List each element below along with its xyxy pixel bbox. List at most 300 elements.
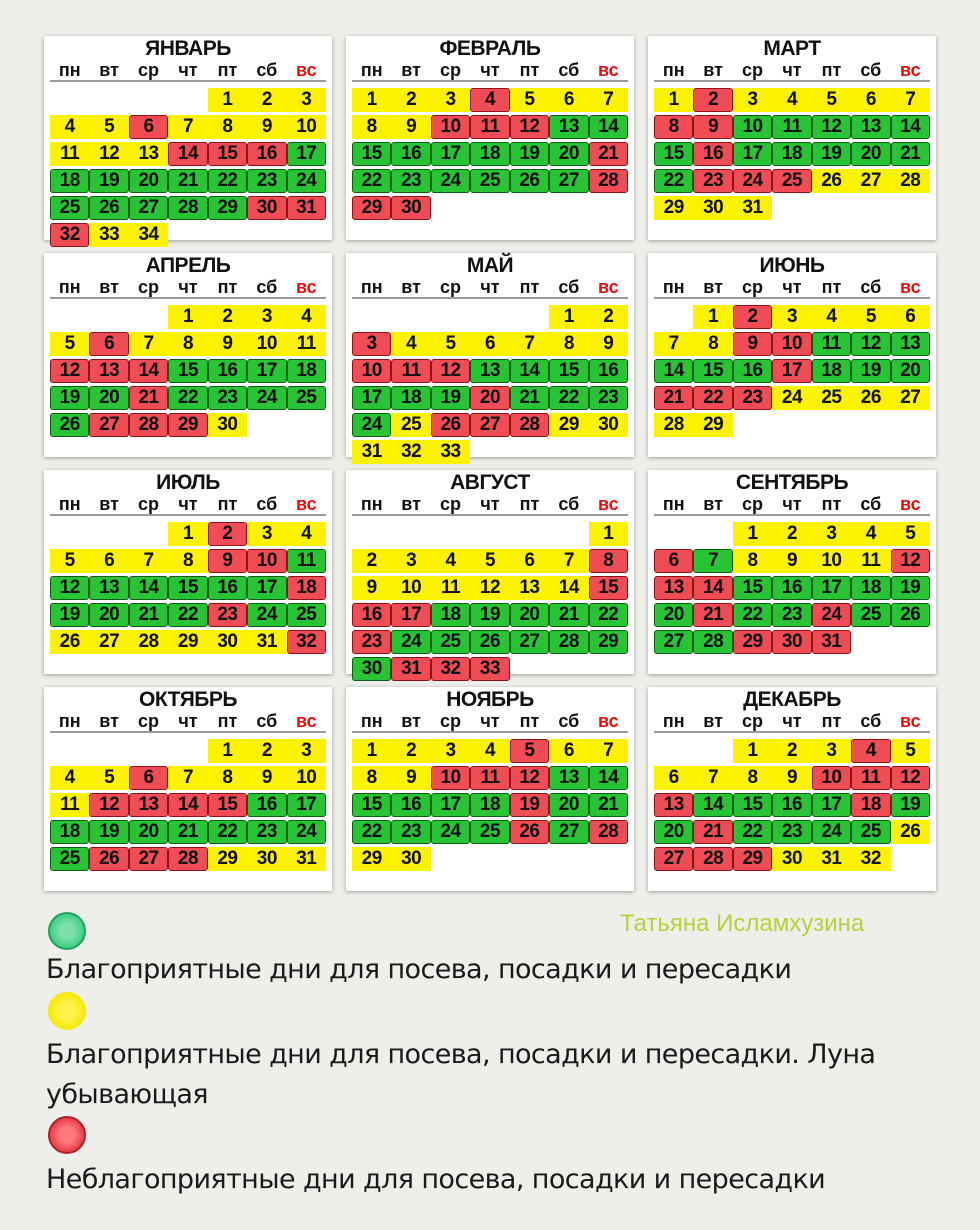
day-cell: 13: [891, 332, 930, 356]
day-cell: 3: [812, 522, 851, 546]
day-cell: 30: [772, 847, 811, 871]
weekday-label: чт: [782, 277, 802, 297]
day-cell: 26: [89, 196, 128, 220]
weekday-label: пн: [58, 60, 81, 80]
weekday-label: вт: [703, 60, 723, 80]
weekday-label: ср: [138, 494, 160, 514]
day-cell: 19: [50, 386, 89, 410]
day-cell: 20: [891, 359, 930, 383]
day-cell: 28: [549, 630, 588, 654]
weekday-label: чт: [480, 277, 500, 297]
day-cell: 15: [352, 142, 391, 166]
day-cell: 3: [431, 739, 470, 763]
day-cell: 25: [470, 820, 509, 844]
day-cell: 28: [891, 169, 930, 193]
day-cell: 12: [510, 766, 549, 790]
day-cell: 9: [391, 766, 430, 790]
red-circle-icon: [48, 1116, 86, 1154]
weekday-label: пн: [360, 494, 383, 514]
day-cell: 6: [549, 88, 588, 112]
day-cell: 25: [50, 196, 89, 220]
day-cell: 16: [208, 576, 247, 600]
weekday-label: пт: [519, 711, 540, 731]
calendar-grid: [44, 36, 936, 891]
days-grid: [50, 88, 326, 247]
day-cell: 12: [50, 359, 89, 383]
day-cell: 24: [391, 630, 430, 654]
weekday-label: пт: [519, 494, 540, 514]
day-cell: 9: [391, 115, 430, 139]
day-cell: 11: [851, 766, 890, 790]
day-cell: 1: [352, 88, 391, 112]
day-cell: 16: [772, 793, 811, 817]
month-calendar: [648, 253, 936, 457]
day-cell: 16: [693, 142, 732, 166]
day-cell: 32: [431, 657, 470, 681]
day-cell: 31: [247, 630, 286, 654]
day-cell: 13: [470, 359, 509, 383]
day-cell: 2: [208, 305, 247, 329]
day-cell: 10: [431, 766, 470, 790]
day-cell: 10: [391, 576, 430, 600]
weekday-label: вс: [597, 277, 619, 297]
day-cell: 4: [50, 115, 89, 139]
day-cell: 27: [129, 196, 168, 220]
day-cell: 19: [812, 142, 851, 166]
day-cell: 13: [654, 576, 693, 600]
day-cell: 20: [470, 386, 509, 410]
day-cell: 30: [391, 196, 430, 220]
day-cell: 23: [247, 820, 286, 844]
day-cell: 20: [654, 820, 693, 844]
weekday-label: вт: [401, 494, 421, 514]
day-cell: 17: [733, 142, 772, 166]
day-cell: 2: [247, 739, 286, 763]
day-cell: 16: [772, 576, 811, 600]
day-cell: 4: [470, 739, 509, 763]
weekday-label: ср: [440, 277, 462, 297]
day-cell: 6: [89, 549, 128, 573]
day-cell: 18: [391, 386, 430, 410]
day-cell: 17: [247, 576, 286, 600]
day-cell: 33: [431, 440, 470, 464]
day-cell: 30: [352, 657, 391, 681]
day-cell: 26: [812, 169, 851, 193]
day-cell: 2: [733, 305, 772, 329]
day-cell: 29: [352, 847, 391, 871]
month-title: МАРТ: [763, 37, 821, 60]
weekday-label: вт: [99, 494, 119, 514]
day-cell: 9: [733, 332, 772, 356]
days-grid: [654, 739, 930, 871]
day-cell: 3: [431, 88, 470, 112]
weekday-header: [654, 60, 930, 82]
weekday-label: вс: [899, 711, 921, 731]
day-cell: 10: [287, 766, 326, 790]
day-cell: 29: [733, 847, 772, 871]
day-cell: 8: [733, 549, 772, 573]
day-cell: 15: [168, 576, 207, 600]
month-title: ФЕВРАЛЬ: [439, 37, 541, 60]
day-cell: 13: [89, 576, 128, 600]
day-cell: 6: [851, 88, 890, 112]
day-cell: 16: [589, 359, 628, 383]
day-cell: 6: [510, 549, 549, 573]
day-cell: 27: [89, 630, 128, 654]
day-cell: 11: [391, 359, 430, 383]
day-cell: 29: [208, 847, 247, 871]
day-cell: 3: [391, 549, 430, 573]
weekday-label: вс: [295, 711, 317, 731]
weekday-label: пн: [662, 60, 685, 80]
day-cell: 16: [247, 793, 286, 817]
day-cell: 19: [50, 603, 89, 627]
day-cell: 24: [247, 603, 286, 627]
day-cell: 15: [208, 142, 247, 166]
day-cell: 12: [891, 549, 930, 573]
day-cell: 20: [654, 603, 693, 627]
weekday-label: сб: [256, 711, 278, 731]
weekday-label: чт: [782, 60, 802, 80]
day-cell: 6: [129, 115, 168, 139]
weekday-label: вс: [899, 60, 921, 80]
day-cell: 4: [851, 522, 890, 546]
day-cell: 24: [431, 820, 470, 844]
day-cell: 3: [287, 88, 326, 112]
day-cell: 14: [168, 793, 207, 817]
day-cell: 28: [654, 413, 693, 437]
day-cell: 21: [129, 386, 168, 410]
weekday-label: пт: [821, 60, 842, 80]
day-cell: 28: [168, 847, 207, 871]
weekday-label: чт: [178, 494, 198, 514]
day-cell: 6: [891, 305, 930, 329]
day-cell: 20: [510, 603, 549, 627]
day-cell: 5: [89, 115, 128, 139]
day-cell: 15: [168, 359, 207, 383]
weekday-label: сб: [256, 494, 278, 514]
day-cell: 14: [693, 576, 732, 600]
day-cell: 28: [168, 196, 207, 220]
weekday-label: вт: [99, 711, 119, 731]
day-cell: 31: [812, 847, 851, 871]
day-cell: 19: [891, 793, 930, 817]
day-cell: 7: [891, 88, 930, 112]
weekday-label: пн: [662, 277, 685, 297]
day-cell: 32: [391, 440, 430, 464]
month-title: АВГУСТ: [450, 471, 530, 494]
weekday-label: сб: [860, 494, 882, 514]
day-cell: 9: [693, 115, 732, 139]
day-cell: 21: [589, 793, 628, 817]
day-cell: 17: [812, 576, 851, 600]
day-cell: 34: [129, 223, 168, 247]
day-cell: 30: [208, 413, 247, 437]
day-cell: 17: [431, 142, 470, 166]
day-cell: 20: [549, 142, 588, 166]
day-cell: 24: [287, 169, 326, 193]
day-cell: 11: [812, 332, 851, 356]
day-cell: 29: [589, 630, 628, 654]
day-cell: 26: [50, 630, 89, 654]
day-cell: 3: [812, 739, 851, 763]
weekday-label: пн: [58, 494, 81, 514]
weekday-label: пт: [217, 60, 238, 80]
day-cell: 27: [891, 386, 930, 410]
day-cell: 1: [589, 522, 628, 546]
day-cell: 27: [129, 847, 168, 871]
day-cell: 16: [352, 603, 391, 627]
month-calendar: [648, 470, 936, 674]
weekday-label: ср: [440, 60, 462, 80]
day-cell: 21: [168, 169, 207, 193]
day-cell: 25: [287, 603, 326, 627]
weekday-label: вс: [899, 277, 921, 297]
day-cell: 17: [772, 359, 811, 383]
weekday-label: ср: [138, 711, 160, 731]
day-cell: 20: [89, 386, 128, 410]
days-grid: [352, 305, 628, 464]
weekday-label: сб: [256, 277, 278, 297]
day-cell: 30: [693, 196, 732, 220]
day-cell: 5: [89, 766, 128, 790]
day-cell: 22: [208, 820, 247, 844]
day-cell: 30: [772, 630, 811, 654]
day-cell: 29: [208, 196, 247, 220]
day-cell: 14: [549, 576, 588, 600]
day-cell: 4: [50, 766, 89, 790]
day-cell: 13: [129, 142, 168, 166]
day-cell: 1: [208, 739, 247, 763]
weekday-label: вс: [597, 494, 619, 514]
day-cell: 18: [470, 142, 509, 166]
day-cell: 22: [168, 603, 207, 627]
day-cell: 1: [733, 522, 772, 546]
day-cell: 24: [247, 386, 286, 410]
day-cell: 31: [287, 196, 326, 220]
weekday-header: [654, 494, 930, 516]
legend-green-text: Благоприятные дни для посева, посадки и пересадки: [46, 954, 792, 985]
day-cell: 8: [589, 549, 628, 573]
day-cell: 3: [247, 522, 286, 546]
day-cell: 26: [431, 413, 470, 437]
day-cell: 30: [589, 413, 628, 437]
weekday-label: чт: [782, 711, 802, 731]
day-cell: 26: [851, 386, 890, 410]
weekday-label: пт: [821, 711, 842, 731]
month-title: НОЯБРЬ: [446, 688, 534, 711]
days-grid: [50, 522, 326, 654]
weekday-label: ср: [742, 711, 764, 731]
weekday-label: ср: [138, 60, 160, 80]
weekday-label: сб: [558, 60, 580, 80]
day-cell: 11: [851, 549, 890, 573]
day-cell: 26: [891, 603, 930, 627]
day-cell: 4: [431, 549, 470, 573]
weekday-label: пн: [662, 711, 685, 731]
days-grid: [654, 522, 930, 654]
day-cell: 21: [129, 603, 168, 627]
weekday-label: пн: [58, 711, 81, 731]
day-cell: 8: [208, 766, 247, 790]
weekday-label: пт: [217, 277, 238, 297]
weekday-label: чт: [782, 494, 802, 514]
weekday-label: пт: [821, 277, 842, 297]
weekday-label: вс: [899, 494, 921, 514]
day-cell: 9: [208, 549, 247, 573]
day-cell: 9: [589, 332, 628, 356]
weekday-label: пт: [217, 494, 238, 514]
day-cell: 22: [693, 386, 732, 410]
day-cell: 28: [693, 847, 732, 871]
day-cell: 15: [733, 576, 772, 600]
day-cell: 19: [431, 386, 470, 410]
day-cell: 24: [352, 413, 391, 437]
day-cell: 15: [733, 793, 772, 817]
day-cell: 15: [549, 359, 588, 383]
day-cell: 9: [772, 766, 811, 790]
day-cell: 7: [168, 766, 207, 790]
day-cell: 30: [208, 630, 247, 654]
day-cell: 20: [129, 169, 168, 193]
weekday-header: [352, 494, 628, 516]
day-cell: 9: [772, 549, 811, 573]
weekday-label: ср: [742, 60, 764, 80]
day-cell: 10: [247, 549, 286, 573]
day-cell: 12: [431, 359, 470, 383]
weekday-label: вс: [295, 277, 317, 297]
day-cell: 28: [589, 820, 628, 844]
day-cell: 11: [50, 793, 89, 817]
day-cell: 26: [50, 413, 89, 437]
weekday-label: пт: [821, 494, 842, 514]
day-cell: 24: [287, 820, 326, 844]
weekday-label: чт: [480, 494, 500, 514]
day-cell: 9: [208, 332, 247, 356]
weekday-label: сб: [558, 277, 580, 297]
day-cell: 4: [470, 88, 509, 112]
day-cell: 13: [654, 793, 693, 817]
weekday-label: пн: [662, 494, 685, 514]
day-cell: 23: [772, 820, 811, 844]
day-cell: 15: [352, 793, 391, 817]
day-cell: 14: [510, 359, 549, 383]
day-cell: 16: [247, 142, 286, 166]
day-cell: 6: [129, 766, 168, 790]
day-cell: 25: [391, 413, 430, 437]
day-cell: 4: [812, 305, 851, 329]
day-cell: 6: [549, 739, 588, 763]
day-cell: 6: [654, 766, 693, 790]
day-cell: 8: [352, 115, 391, 139]
day-cell: 3: [247, 305, 286, 329]
day-cell: 31: [287, 847, 326, 871]
day-cell: 6: [470, 332, 509, 356]
weekday-label: вс: [597, 711, 619, 731]
day-cell: 23: [589, 386, 628, 410]
month-title: СЕНТЯБРЬ: [735, 471, 849, 494]
weekday-label: сб: [558, 711, 580, 731]
day-cell: 13: [549, 115, 588, 139]
weekday-label: сб: [860, 277, 882, 297]
day-cell: 23: [733, 386, 772, 410]
days-grid: [352, 88, 628, 220]
day-cell: 19: [851, 359, 890, 383]
day-cell: 29: [352, 196, 391, 220]
day-cell: 18: [431, 603, 470, 627]
day-cell: 21: [693, 603, 732, 627]
day-cell: 31: [391, 657, 430, 681]
day-cell: 9: [352, 576, 391, 600]
days-grid: [50, 739, 326, 871]
day-cell: 17: [247, 359, 286, 383]
weekday-label: сб: [860, 711, 882, 731]
day-cell: 14: [693, 793, 732, 817]
day-cell: 23: [352, 630, 391, 654]
day-cell: 20: [89, 603, 128, 627]
day-cell: 2: [391, 88, 430, 112]
day-cell: 26: [510, 169, 549, 193]
day-cell: 14: [654, 359, 693, 383]
day-cell: 5: [50, 332, 89, 356]
day-cell: 1: [549, 305, 588, 329]
day-cell: 8: [168, 549, 207, 573]
day-cell: 29: [168, 630, 207, 654]
day-cell: 25: [851, 603, 890, 627]
day-cell: 16: [391, 142, 430, 166]
day-cell: 5: [431, 332, 470, 356]
day-cell: 4: [772, 88, 811, 112]
day-cell: 19: [891, 576, 930, 600]
month-title: ЯНВАРЬ: [145, 37, 231, 60]
day-cell: 25: [772, 169, 811, 193]
day-cell: 7: [168, 115, 207, 139]
day-cell: 10: [431, 115, 470, 139]
weekday-header: [50, 277, 326, 299]
day-cell: 4: [287, 522, 326, 546]
day-cell: 4: [391, 332, 430, 356]
day-cell: 32: [287, 630, 326, 654]
day-cell: 18: [287, 576, 326, 600]
day-cell: 24: [812, 603, 851, 627]
day-cell: 27: [549, 820, 588, 844]
day-cell: 30: [391, 847, 430, 871]
day-cell: 8: [168, 332, 207, 356]
day-cell: 33: [89, 223, 128, 247]
weekday-label: вт: [99, 60, 119, 80]
day-cell: 15: [589, 576, 628, 600]
day-cell: 25: [470, 169, 509, 193]
day-cell: 16: [391, 793, 430, 817]
day-cell: 8: [733, 766, 772, 790]
day-cell: 5: [891, 739, 930, 763]
day-cell: 19: [89, 820, 128, 844]
day-cell: 10: [287, 115, 326, 139]
day-cell: 32: [50, 223, 89, 247]
day-cell: 7: [654, 332, 693, 356]
day-cell: 3: [352, 332, 391, 356]
day-cell: 14: [589, 115, 628, 139]
day-cell: 22: [352, 820, 391, 844]
days-grid: [654, 305, 930, 437]
day-cell: 13: [89, 359, 128, 383]
day-cell: 7: [589, 739, 628, 763]
day-cell: 10: [733, 115, 772, 139]
day-cell: 2: [693, 88, 732, 112]
day-cell: 2: [208, 522, 247, 546]
day-cell: 2: [589, 305, 628, 329]
day-cell: 7: [693, 766, 732, 790]
